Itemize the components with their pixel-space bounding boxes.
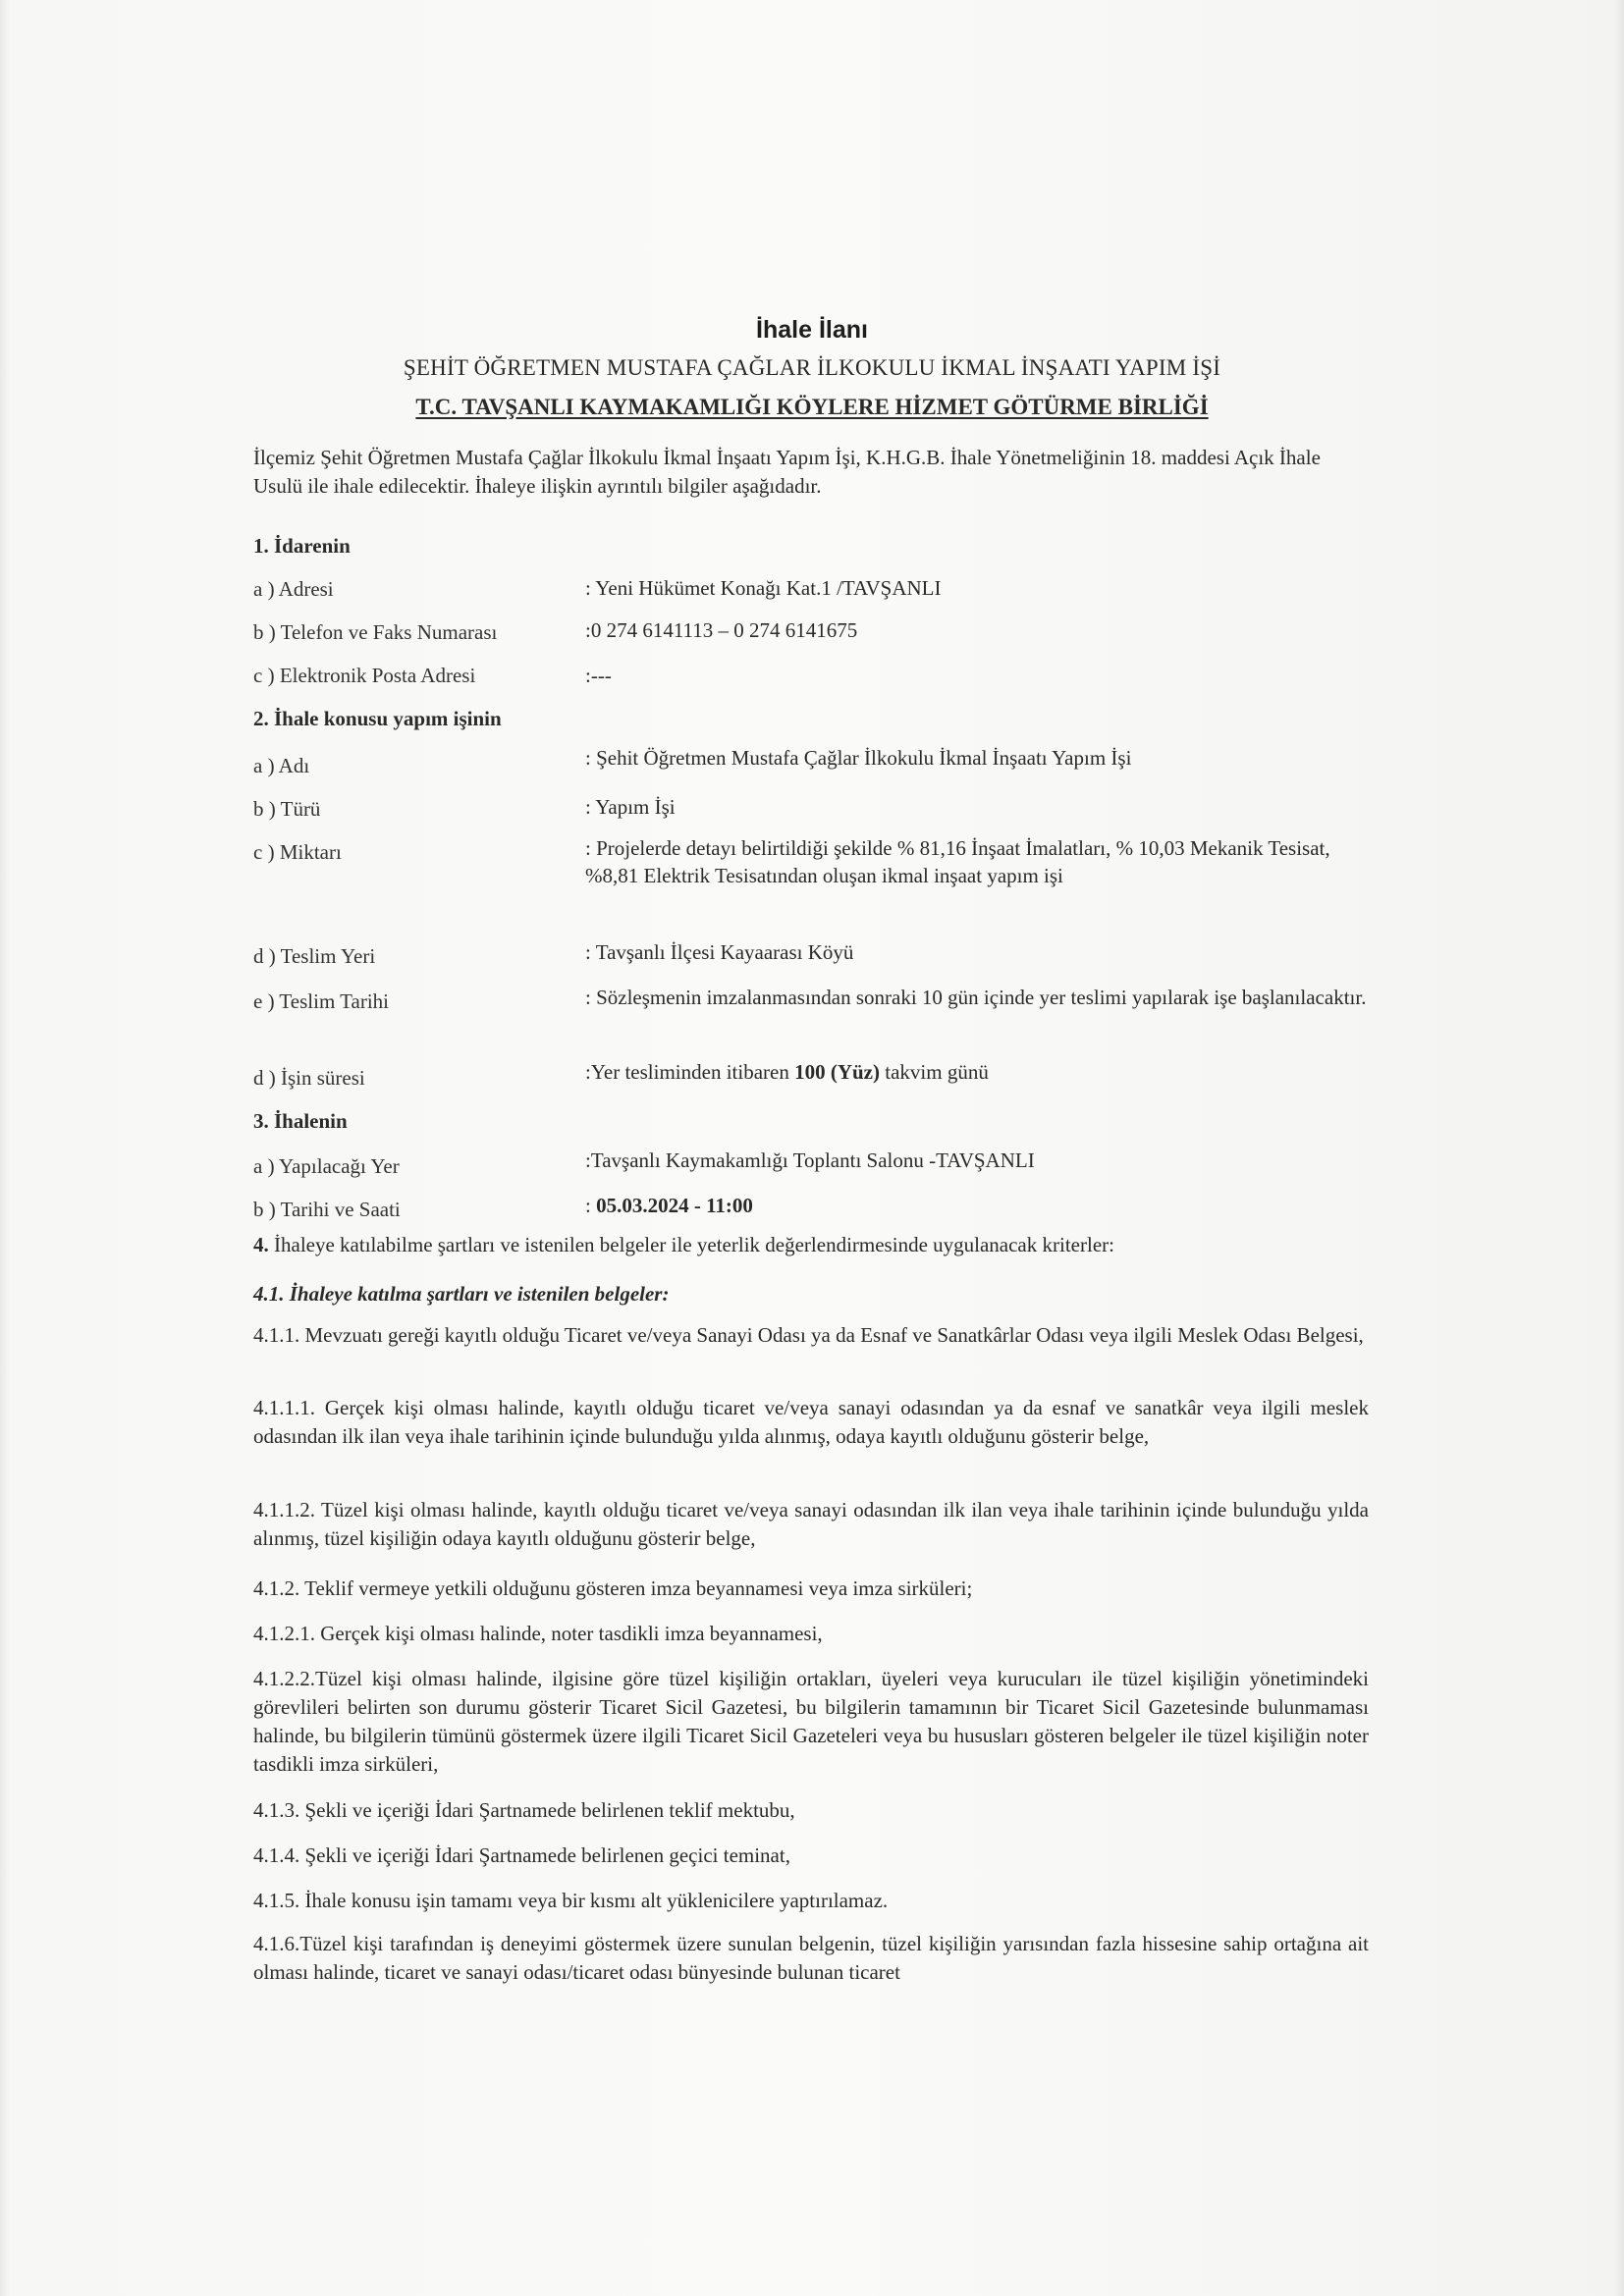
s2-label-name: a ) Adı xyxy=(253,754,310,777)
s4-heading-num: 4. xyxy=(253,1233,269,1256)
s1-value-phone: :0 274 6141113 – 0 274 6141675 xyxy=(585,618,858,642)
s1-label-phone: b ) Telefon ve Faks Numarası xyxy=(253,620,498,644)
s4-heading-text: İhaleye katılabilme şartları ve istenilen belgeler ile yeterlik değerlendirmesinde uygulanacak kriterler: xyxy=(268,1233,1114,1256)
para-4-1-2: 4.1.2. Teklif vermeye yetkili olduğunu gösteren imza beyannamesi veya imza sirküleri; xyxy=(253,1576,973,1600)
section-1-heading: 1. İdarenin xyxy=(253,534,351,558)
s2-value-delivery-place: : Tavşanlı İlçesi Kayaarası Köyü xyxy=(585,940,854,964)
s1-label-email: c ) Elektronik Posta Adresi xyxy=(253,664,476,687)
section-3-heading: 3. İhalenin xyxy=(253,1109,348,1133)
s2-value-duration xyxy=(585,1058,1380,1086)
s3-label-place: a ) Yapılacağı Yer xyxy=(253,1154,400,1178)
s2-value-type: : Yapım İşi xyxy=(585,795,676,819)
s2-duration-suffix: takvim günü xyxy=(880,1060,989,1084)
intro-paragraph: İlçemiz Şehit Öğretmen Mustafa Çağlar İlkokulu İkmal İnşaatı Yapım İşi, K.H.G.B. İhale Yönetmeliğinin 18. maddesi Açık İhale Usulü ile ihale edilecektir. İhaleye ilişkin ayrıntılı bilgiler aşağıdadır. xyxy=(253,446,1321,498)
notice-title: İhale İlanı xyxy=(756,316,868,344)
s1-label-address: a ) Adresi xyxy=(253,577,334,601)
para-4-1-1: 4.1.1. Mevzuatı gereği kayıtlı olduğu Ticaret ve/veya Sanayi Odası ya da Esnaf ve Sanatkârlar Odası veya ilgili Meslek Odası Belgesi, xyxy=(253,1323,1364,1347)
s2-value-delivery-date: : Sözleşmenin imzalanmasından sonraki 10 gün içinde yer teslimi yapılarak işe başlanılacaktır. xyxy=(585,986,1367,1009)
section-4-1-heading: 4.1. İhaleye katılma şartları ve istenilen belgeler: xyxy=(253,1282,670,1306)
s2-label-delivery-place: d ) Teslim Yeri xyxy=(253,944,376,968)
s2-label-quantity: c ) Miktarı xyxy=(253,840,342,864)
authority-heading: T.C. TAVŞANLI KAYMAKAMLIĞI KÖYLERE HİZMET GÖTÜRME BİRLİĞİ xyxy=(415,395,1209,419)
s2-duration-prefix: :Yer tesliminden itibaren xyxy=(585,1060,795,1084)
section-2-heading: 2. İhale konusu yapım işinin xyxy=(253,707,502,730)
para-4-1-1-2: 4.1.1.2. Tüzel kişi olması halinde, kayıtlı olduğu ticaret ve/veya sanayi odasından ilk ilan veya ihale tarihinin içinde bulunduğu yılda alınmış, tüzel kişiliğin odaya kayıtlı olduğunu gösterir belge, xyxy=(253,1498,1369,1550)
section-4-heading xyxy=(253,1231,1369,1259)
s3-value-place: :Tavşanlı Kaymakamlığı Toplantı Salonu -TAVŞANLI xyxy=(585,1148,1035,1172)
s2-label-delivery-date: e ) Teslim Tarihi xyxy=(253,989,390,1013)
s3-datetime-prefix: : xyxy=(585,1194,597,1217)
s2-duration-bold: 100 (Yüz) xyxy=(794,1060,880,1084)
s1-value-email: :--- xyxy=(585,664,612,687)
para-4-1-1-1: 4.1.1.1. Gerçek kişi olması halinde, kayıtlı olduğu ticaret ve/veya sanayi odasından ya da esnaf ve sanatkâr veya ilgili meslek odasından ilk ilan veya ihale tarihinin içinde bulunduğu yılda alınmış, odaya kayıtlı olduğunu gösterir belge, xyxy=(253,1396,1369,1448)
s3-value-datetime xyxy=(585,1192,1380,1219)
para-4-1-5: 4.1.5. İhale konusu işin tamamı veya bir kısmı alt yüklenicilere yaptırılamaz. xyxy=(253,1889,889,1912)
para-4-1-3: 4.1.3. Şekli ve içeriği İdari Şartnamede belirlenen teklif mektubu, xyxy=(253,1798,795,1822)
s1-value-address: : Yeni Hükümet Konağı Kat.1 /TAVŞANLI xyxy=(585,576,942,600)
s2-label-type: b ) Türü xyxy=(253,797,321,821)
s3-label-datetime: b ) Tarihi ve Saati xyxy=(253,1198,401,1221)
para-4-1-2-2: 4.1.2.2.Tüzel kişi olması halinde, ilgisine göre tüzel kişiliğin ortakları, üyeleri veya kurucuları ile tüzel kişiliğin yönetimindeki görevlileri belirten son durumu gösterir Ticaret Sicil Gazetesi, bu bilgilerin tamamının bir Ticaret Sicil Gazetesinde bulunmaması halinde, bu bilgilerin tümünü göstermek üzere ilgili Ticaret Sicil Gazeteleri veya bu hususları gösteren belgeler ile tüzel kişiliğin noter tasdikli imza sirküleri, xyxy=(253,1667,1369,1776)
para-4-1-4: 4.1.4. Şekli ve içeriği İdari Şartnamede belirlenen geçici teminat, xyxy=(253,1843,790,1867)
para-4-1-6: 4.1.6.Tüzel kişi tarafından iş deneyimi göstermek üzere sunulan belgenin, tüzel kişiliğin yarısından fazla hissesine sahip ortağına ait olması halinde, ticaret ve sanayi odası/ticaret odası bünyesinde bulunan ticaret xyxy=(253,1932,1369,1984)
s2-value-quantity: : Projelerde detayı belirtildiği şekilde % 81,16 İnşaat İmalatları, % 10,03 Mekanik Tesisat, %8,81 Elektrik Tesisatından oluşan ikmal inşaat yapım işi xyxy=(585,836,1330,887)
s2-label-duration: d ) İşin süresi xyxy=(253,1066,365,1090)
para-4-1-2-1: 4.1.2.1. Gerçek kişi olması halinde, noter tasdikli imza beyannamesi, xyxy=(253,1622,823,1645)
s2-value-name: : Şehit Öğretmen Mustafa Çağlar İlkokulu İkmal İnşaatı Yapım İşi xyxy=(585,746,1132,770)
s3-datetime-bold: 05.03.2024 - 11:00 xyxy=(596,1194,753,1217)
project-title: ŞEHİT ÖĞRETMEN MUSTAFA ÇAĞLAR İLKOKULU İKMAL İNŞAATI YAPIM İŞİ xyxy=(403,355,1221,380)
